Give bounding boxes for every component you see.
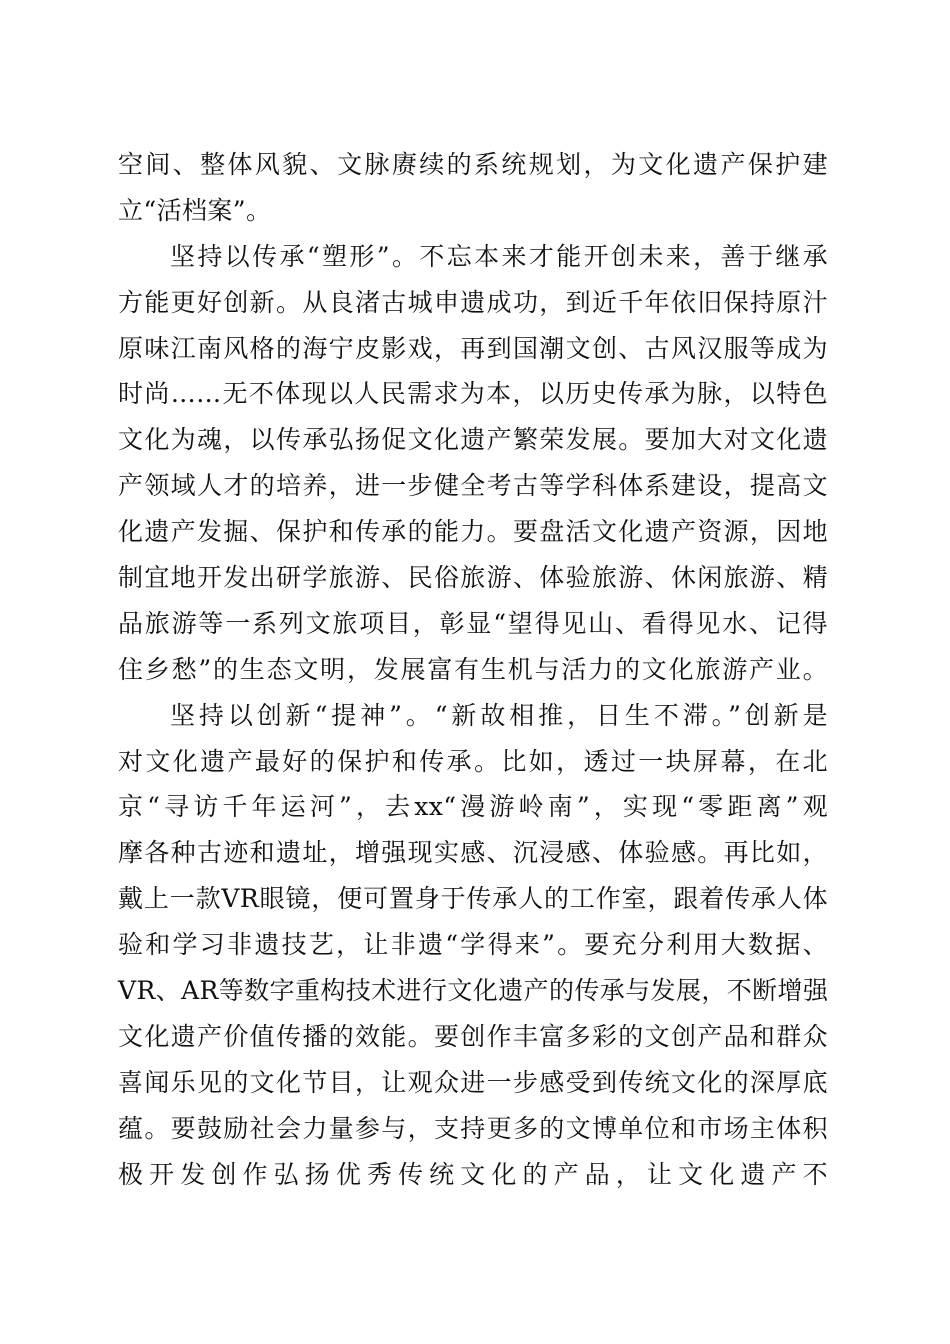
text-line: 对文化遗产最好的保护和传承。比如，透过一块屏幕，在北 [118, 746, 828, 776]
text-line: 方能更好创新。从良渚古城申遗成功，到近千年依旧保持原汁 [118, 287, 828, 317]
text-line: 喜闻乐见的文化节目，让观众进一步感受到传统文化的深厚底 [118, 1067, 828, 1097]
text-line: 制宜地开发出研学旅游、民俗旅游、体验旅游、休闲旅游、精 [118, 563, 828, 593]
text-line: 化遗产发掘、保护和传承的能力。要盘活文化遗产资源，因地 [118, 517, 828, 547]
text-line: 文化遗产价值传播的效能。要创作丰富多彩的文创产品和群众 [118, 1021, 828, 1051]
text-line: 极开发创作弘扬优秀传统文化的产品，让文化遗产不 [118, 1159, 828, 1189]
text-line: 蕴。要鼓励社会力量参与，支持更多的文博单位和市场主体积 [118, 1113, 828, 1143]
text-line: 住乡愁”的生态文明，发展富有生机与活力的文化旅游产业。 [118, 654, 828, 684]
text-line: 戴上一款VR眼镜，便可置身于传承人的工作室，跟着传承人体 [118, 884, 828, 914]
text-line: 京“寻访千年运河”，去xx“漫游岭南”，实现“零距离”观 [118, 792, 828, 822]
text-line: VR、AR等数字重构技术进行文化遗产的传承与发展，不断增强 [118, 976, 829, 1006]
text-line: 原味江南风格的海宁皮影戏，再到国潮文创、古风汉服等成为 [118, 333, 828, 363]
text-line: 文化为魂，以传承弘扬促文化遗产繁荣发展。要加大对文化遗 [118, 425, 828, 455]
text-line: 产领域人才的培养，进一步健全考古等学科体系建设，提高文 [118, 471, 828, 501]
text-line: 时尚……无不体现以人民需求为本，以历史传承为脉，以特色 [118, 379, 828, 409]
paragraph-first-line: 坚持以传承“塑形”。不忘本来才能开创未来，善于继承 [170, 241, 828, 271]
text-line: 验和学习非遗技艺，让非遗“学得来”。要充分利用大数据、 [118, 930, 828, 960]
text-line: 空间、整体风貌、文脉赓续的系统规划，为文化遗产保护建 [118, 150, 828, 179]
text-line: 摩各种古迹和遗址，增强现实感、沉浸感、体验感。再比如， [118, 838, 828, 868]
body-text [118, 142, 828, 1197]
paragraph-first-line: 坚持以创新“提神”。“新故相推，日生不滞。”创新是 [170, 700, 828, 730]
text-line: 立“活档案”。 [118, 195, 272, 225]
text-line: 品旅游等一系列文旅项目，彰显“望得见山、看得见水、记得 [118, 608, 828, 638]
